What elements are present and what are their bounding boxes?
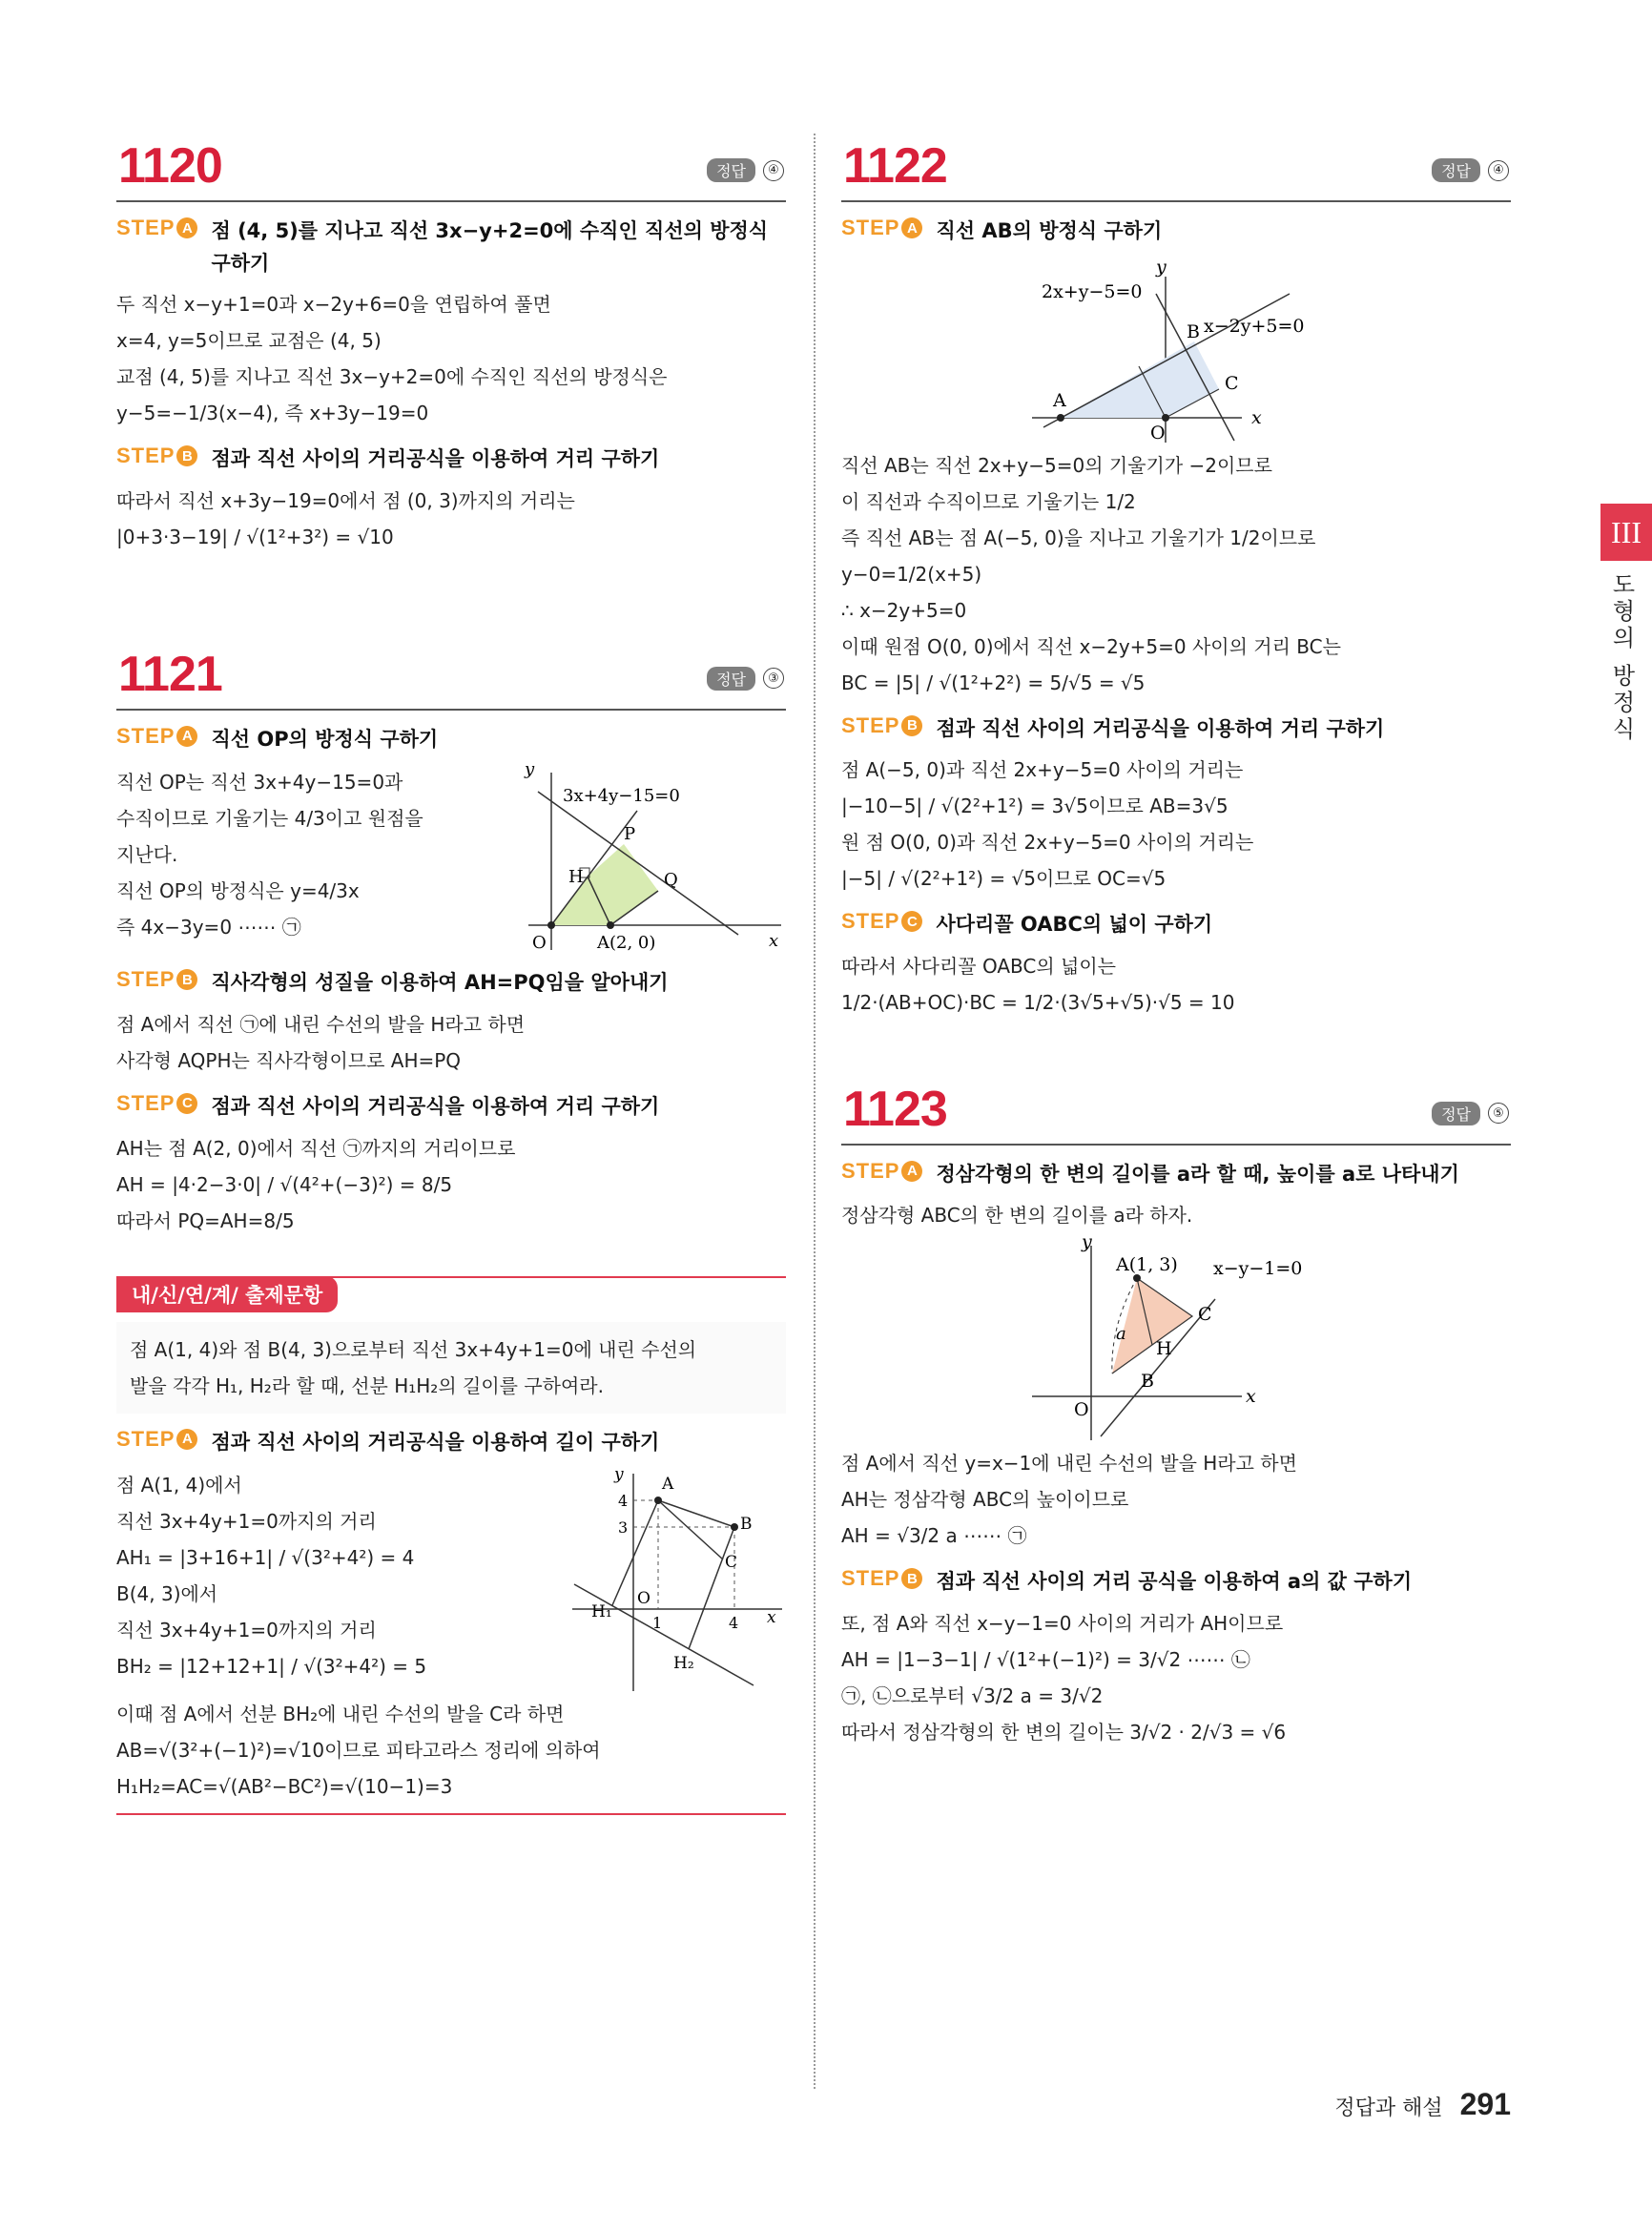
solution-line: 따라서 직선 x+3y−19=0에서 점 (0, 3)까지의 거리는 — [116, 488, 575, 512]
y-label: y — [614, 1466, 624, 1485]
solution-line: 또, 점 A와 직선 x−y−1=0 사이의 거리가 AH이므로 — [841, 1611, 1284, 1635]
step-letter: A — [176, 1429, 197, 1450]
solution-line: 점 A에서 직선 y=x−1에 내린 수선의 발을 H라고 하면 — [841, 1452, 1297, 1476]
answer-value: ④ — [1488, 160, 1509, 181]
solution-block — [116, 763, 423, 946]
p-label: P — [624, 824, 636, 845]
solution-line: x=4, y=5이므로 교점은 (4, 5) — [116, 329, 382, 353]
o-label: O — [1150, 422, 1166, 444]
step-title: 점과 직선 사이의 거리공식을 이용하여 거리 구하기 — [936, 716, 1385, 740]
line-label: 3x+4y−15=0 — [563, 786, 680, 807]
segment-ab — [658, 1500, 734, 1527]
c-label: C — [725, 1553, 738, 1573]
a-label: A — [662, 1475, 674, 1495]
step-title: 정삼각형의 한 변의 길이를 a라 할 때, 높이를 a로 나타내기 — [936, 1162, 1459, 1186]
solution-line: 직선 OP는 직선 3x+4y−15=0과 — [116, 771, 403, 795]
step-title: 점과 직선 사이의 거리 공식을 이용하여 a의 값 구하기 — [936, 1570, 1413, 1594]
step-b — [841, 1566, 1511, 1599]
side-a-label: a — [1116, 1324, 1126, 1345]
answer-indicator — [707, 158, 784, 182]
solution-line: ㉠, ㉡으로부터 √3/2 a = 3/√2 — [841, 1683, 1104, 1707]
solution-line: 따라서 사다리꼴 OABC의 넓이는 — [841, 954, 1116, 978]
step-a — [116, 724, 786, 756]
solution-line: 즉 직선 AB는 점 A(−5, 0)을 지나고 기울기가 1/2이므로 — [841, 526, 1316, 549]
step-letter: B — [176, 969, 197, 990]
step-word: STEP — [841, 909, 900, 934]
solution-line: BH₂ = |12+12+1| / √(3²+4²) = 5 — [116, 1655, 427, 1679]
answer-indicator — [707, 667, 784, 691]
solution-line: |−10−5| / √(2²+1²) = 3√5이므로 AB=3√5 — [841, 795, 1229, 818]
solution-line: 지난다. — [116, 843, 178, 867]
x-label: x — [769, 931, 779, 952]
point-b — [731, 1523, 738, 1531]
solution-line: 이때 점 A에서 선분 BH₂에 내린 수선의 발을 C라 하면 — [116, 1703, 565, 1726]
step-title: 직사각형의 성질을 이용하여 AH=PQ임을 알아내기 — [211, 971, 669, 995]
solution-line: 교점 (4, 5)를 지나고 직선 3x−y+2=0에 수직인 직선의 방정식은 — [116, 365, 668, 389]
step-title: 직선 OP의 방정식 구하기 — [211, 727, 439, 751]
trapezoid-fill — [1061, 341, 1219, 418]
question-line: 발을 각각 H₁, H₂라 할 때, 선분 H₁H₂의 길이를 구하여라. — [130, 1373, 604, 1397]
answer-badge: 정답 — [1432, 158, 1480, 182]
tick-x4: 4 — [729, 1614, 739, 1633]
b-label: B — [1187, 320, 1200, 342]
answer-value: ③ — [763, 668, 784, 689]
solution-line: 점 A에서 직선 ㉠에 내린 수선의 발을 H라고 하면 — [116, 1012, 526, 1036]
solution-line: 즉 4x−3y=0 ⋯⋯ ㉠ — [116, 916, 301, 939]
box-question — [116, 1322, 786, 1414]
step-word: STEP — [116, 444, 176, 468]
y-label: y — [525, 763, 535, 780]
a-label: A(2, 0) — [597, 933, 656, 954]
step-title: 직선 AB의 방정식 구하기 — [936, 219, 1163, 242]
solution-line: 이때 원점 O(0, 0)에서 직선 x−2y+5=0 사이의 거리 BC는 — [841, 634, 1341, 658]
solution-line: AH = |4·2−3·0| / √(4²+(−3)²) = 8/5 — [116, 1172, 453, 1196]
step-letter: B — [901, 715, 922, 736]
point-a — [607, 921, 614, 929]
solution-line: 점 A(1, 4)에서 — [116, 1474, 242, 1497]
step-letter: C — [901, 911, 922, 932]
step-title: 점과 직선 사이의 거리공식을 이용하여 길이 구하기 — [211, 1430, 660, 1454]
step-title: 사다리꼴 OABC의 넓이 구하기 — [936, 913, 1213, 937]
y-label: y — [1156, 256, 1167, 278]
a-label: A(1, 3) — [1116, 1254, 1178, 1276]
solution-line: 두 직선 x−y+1=0과 x−2y+6=0을 연립하여 풀면 — [116, 293, 551, 317]
solution-line: |−5| / √(2²+1²) = √5이므로 OC=√5 — [841, 867, 1167, 891]
question-line: 점 A(1, 4)와 점 B(4, 3)으로부터 직선 3x+4y+1=0에 내린 수선의 — [130, 1337, 697, 1361]
step-letter: C — [176, 1093, 197, 1114]
step-c — [116, 1091, 786, 1124]
solution-line: AB=√(3²+(−1)²)=√10이므로 피타고라스 정리에 의하여 — [116, 1739, 601, 1763]
solution-line: 직선 3x+4y+1=0까지의 거리 — [116, 1510, 377, 1534]
figure-1122 — [841, 256, 1511, 446]
problem-number: 1123 — [843, 1081, 947, 1137]
segment-ah1 — [612, 1500, 658, 1605]
solution-line: AH = |1−3−1| / √(1²+(−1)²) = 3/√2 ⋯⋯ ㉡ — [841, 1647, 1250, 1671]
step-word: STEP — [841, 1566, 900, 1591]
solution-line: AH는 정삼각형 ABC의 높이이므로 — [841, 1488, 1129, 1512]
point-a — [1057, 414, 1064, 422]
b-label: B — [740, 1515, 753, 1535]
solution-line: 직선 AB는 직선 2x+y−5=0의 기울기가 −2이므로 — [841, 453, 1272, 477]
footer-label: 정답과 해설 — [1334, 2096, 1443, 2120]
step-word: STEP — [841, 712, 900, 737]
o-label: O — [637, 1589, 650, 1609]
x-label: x — [1246, 1386, 1256, 1408]
h2-label: H₂ — [673, 1654, 694, 1674]
o-label: O — [1074, 1399, 1089, 1421]
figure-1121 — [519, 763, 786, 954]
solution-line: H₁H₂=AC=√(AB²−BC²)=√(10−1)=3 — [116, 1775, 453, 1799]
tick-y4: 4 — [618, 1492, 629, 1511]
point-a — [654, 1497, 662, 1504]
step-title: 점과 직선 사이의 거리공식을 이용하여 거리 구하기 — [211, 447, 660, 471]
related-problem-box — [116, 1276, 786, 1314]
h-label: H — [568, 867, 584, 888]
step-letter: B — [176, 445, 197, 466]
problem-1123-header — [841, 1077, 1511, 1146]
step-a — [116, 216, 786, 279]
segment-ac — [658, 1500, 723, 1559]
step-b — [116, 444, 786, 476]
step-a — [841, 216, 1511, 248]
solution-line: B(4, 3)에서 — [116, 1582, 218, 1606]
solution-line: ∴ x−2y+5=0 — [841, 598, 967, 622]
line-label: x−y−1=0 — [1213, 1258, 1303, 1280]
step-b — [841, 713, 1511, 746]
solution-line: 수직이므로 기울기는 4/3이고 원점을 — [116, 807, 423, 831]
right-column — [841, 134, 1511, 1751]
figure-box — [567, 1466, 786, 1695]
answer-value: ④ — [763, 160, 784, 181]
solution-line: y−5=−1/3(x−4), 즉 x+3y−19=0 — [116, 402, 429, 425]
solution-line: 이 직선과 수직이므로 기울기는 1/2 — [841, 489, 1136, 513]
step-c — [841, 909, 1511, 941]
step-letter: A — [901, 217, 922, 238]
solution-line: y−0=1/2(x+5) — [841, 562, 982, 586]
solution-line: 점 A(−5, 0)과 직선 2x+y−5=0 사이의 거리는 — [841, 758, 1244, 782]
step-word: STEP — [841, 1158, 900, 1183]
answer-indicator — [1432, 1102, 1509, 1125]
step-b — [116, 967, 786, 1000]
c-label: C — [1225, 372, 1239, 394]
solution-line: |0+3·3−19| / √(1²+3²) = √10 — [116, 525, 394, 548]
o-label: O — [532, 933, 547, 954]
tick-y3: 3 — [618, 1518, 629, 1538]
tick-x1: 1 — [652, 1614, 663, 1633]
line1-label: 2x+y−5=0 — [1042, 280, 1143, 302]
step-title: 점과 직선 사이의 거리공식을 이용하여 거리 구하기 — [211, 1094, 660, 1118]
solution-line: 따라서 정삼각형의 한 변의 길이는 3/√2 · 2/√3 = √6 — [841, 1720, 1287, 1744]
point-a — [1133, 1274, 1141, 1282]
origin-point — [547, 921, 555, 929]
solution-line: 직선 OP의 방정식은 y=4/3x — [116, 879, 360, 903]
solution-line: 정삼각형 ABC의 한 변의 길이를 a라 하자. — [841, 1204, 1193, 1228]
answer-indicator — [1432, 158, 1509, 182]
solution-line: 직선 3x+4y+1=0까지의 거리 — [116, 1619, 377, 1642]
solution-line: AH = √3/2 a ⋯⋯ ㉠ — [841, 1524, 1027, 1548]
chapter-tab: III — [1600, 504, 1652, 561]
problem-1121-header — [116, 642, 786, 711]
q-label: Q — [664, 870, 678, 891]
step-letter: B — [901, 1568, 922, 1589]
step-word: STEP — [116, 967, 176, 992]
box-label: 내/신/연/계/ 출제문항 — [116, 1276, 338, 1312]
problem-number: 1121 — [118, 646, 222, 702]
step-a — [841, 1159, 1511, 1191]
problem-1120-header — [116, 134, 786, 202]
solution-line: AH₁ = |3+16+1| / √(3²+4²) = 4 — [116, 1546, 415, 1570]
solution-line: 원 점 O(0, 0)과 직선 2x+y−5=0 사이의 거리는 — [841, 831, 1254, 855]
step-word: STEP — [116, 1426, 176, 1451]
h1-label: H₁ — [591, 1602, 612, 1622]
answer-badge: 정답 — [1432, 1102, 1480, 1125]
segment-bh2 — [689, 1527, 734, 1649]
step-word: STEP — [841, 216, 900, 239]
step-letter: A — [176, 217, 197, 238]
solution-line: 따라서 PQ=AH=8/5 — [116, 1208, 295, 1232]
y-label: y — [1082, 1234, 1092, 1253]
page-footer — [1334, 2087, 1511, 2122]
step-letter: A — [176, 726, 197, 747]
answer-value: ⑤ — [1488, 1103, 1509, 1124]
solution-block — [116, 1466, 426, 1685]
b-label: B — [1141, 1371, 1154, 1393]
problem-number: 1120 — [118, 138, 222, 194]
step-word: STEP — [116, 723, 176, 748]
solution-line: BC = |5| / √(1²+2²) = 5/√5 = √5 — [841, 671, 1146, 694]
step-letter: A — [901, 1161, 922, 1182]
line2-label: x−2y+5=0 — [1204, 315, 1305, 337]
figure-1123 — [841, 1234, 1511, 1444]
solution-line: AH는 점 A(2, 0)에서 직선 ㉠까지의 거리이므로 — [116, 1136, 516, 1160]
answer-badge: 정답 — [707, 158, 755, 182]
solution-line: 1/2·(AB+OC)·BC = 1/2·(3√5+√5)·√5 = 10 — [841, 990, 1235, 1014]
solution-line: 사각형 AQPH는 직사각형이므로 AH=PQ — [116, 1048, 462, 1072]
problem-1122-header — [841, 134, 1511, 202]
step-title: 점 (4, 5)를 지나고 직선 3x−y+2=0에 수직인 직선의 방정식 구하기 — [211, 219, 769, 275]
page-number: 291 — [1459, 2087, 1511, 2121]
h-label: H — [1156, 1338, 1172, 1360]
step-word: STEP — [116, 1090, 176, 1115]
left-column — [116, 134, 786, 1815]
x-label: x — [1251, 406, 1262, 428]
step-word: STEP — [116, 216, 176, 239]
c-label: C — [1198, 1304, 1212, 1326]
line-3x4y1 — [574, 1584, 754, 1685]
answer-badge: 정답 — [707, 667, 755, 691]
problem-number: 1122 — [843, 138, 947, 194]
box-bottom-rule — [116, 1813, 786, 1815]
origin-point — [1162, 414, 1169, 422]
a-label: A — [1053, 389, 1066, 411]
chapter-title: 도형의 방정식 — [1608, 572, 1635, 744]
x-label: x — [767, 1608, 776, 1628]
column-divider — [814, 134, 816, 2089]
step-a — [116, 1427, 786, 1459]
